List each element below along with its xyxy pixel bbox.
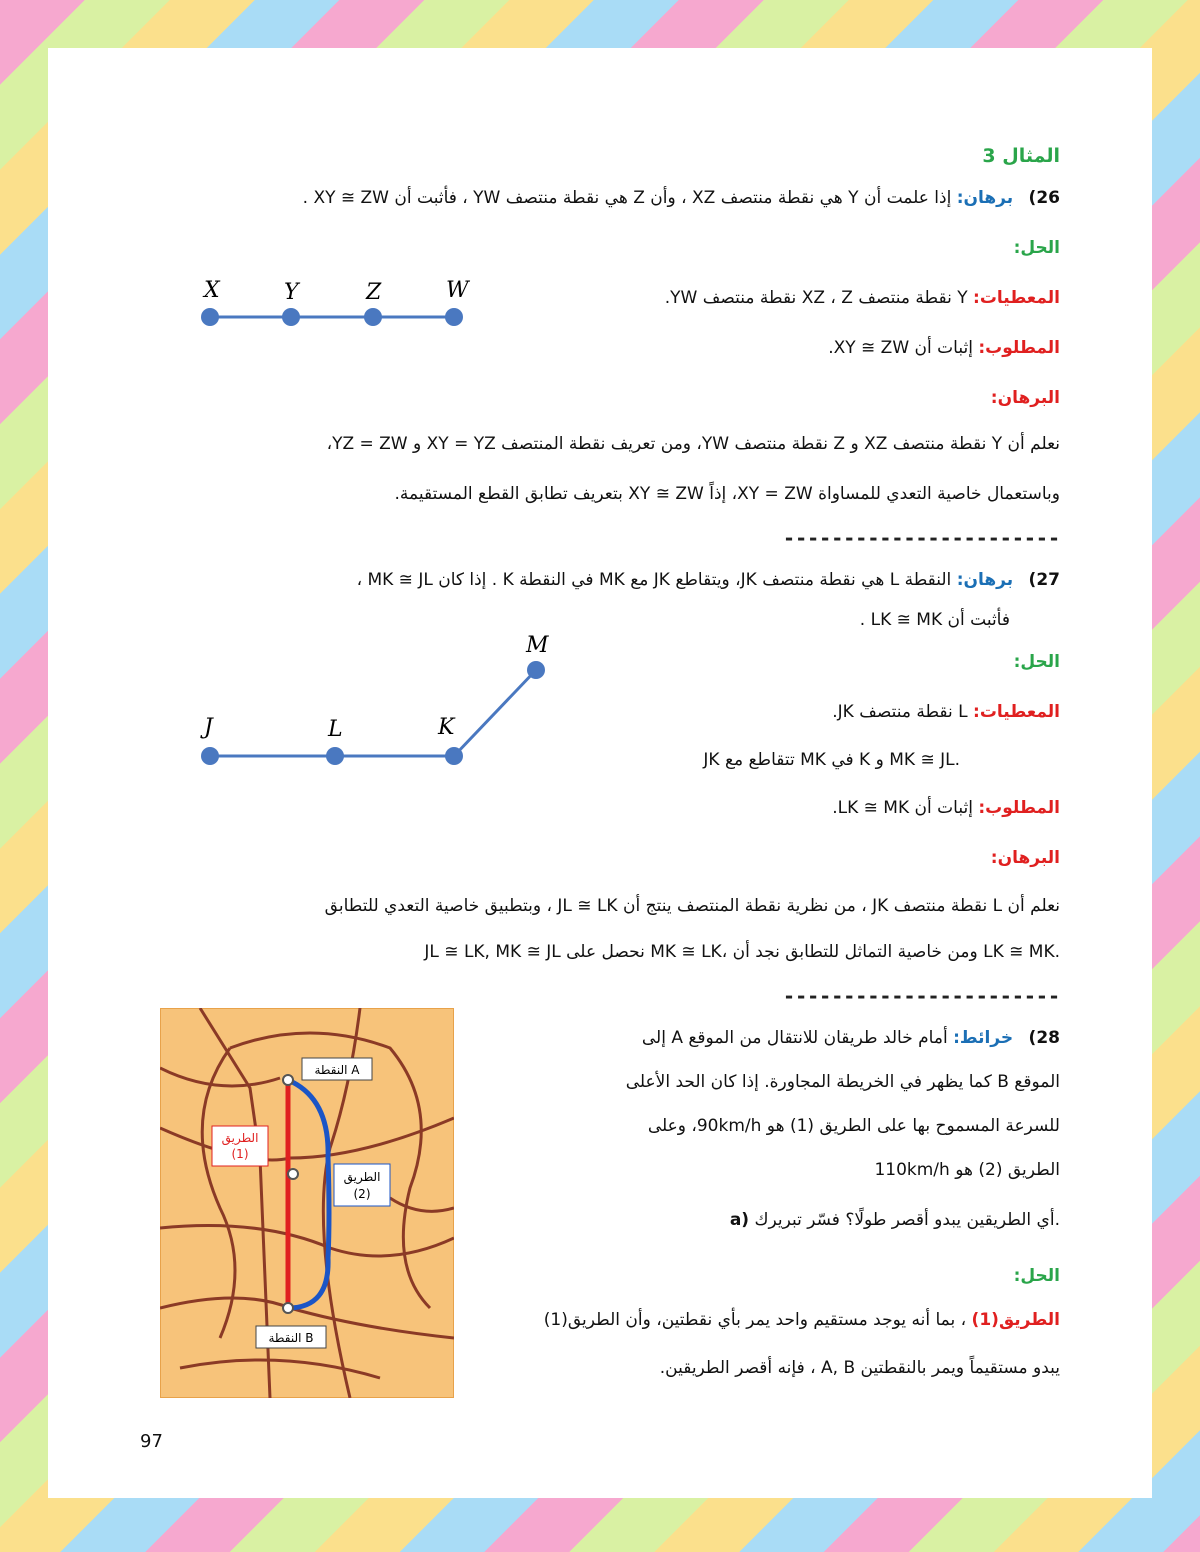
p26-segment-diagram bbox=[188, 273, 488, 343]
point-a-marker bbox=[283, 1075, 293, 1085]
p27-line2: فأثبت أن LK ≅ MK . bbox=[859, 610, 1010, 630]
road-map bbox=[160, 1008, 454, 1398]
p28-answer-line2: يبدو مستقيماً ويمر بالنقطتين A, B ، فإنه أقصر الطريقين. bbox=[659, 1358, 1060, 1378]
point-y bbox=[282, 308, 300, 326]
p26-given-label: المعطيات: bbox=[973, 288, 1060, 308]
label-z: Z bbox=[366, 280, 382, 305]
divider-2: ----------------------- bbox=[783, 984, 1060, 1008]
divider-1: ----------------------- bbox=[783, 526, 1060, 550]
point-z bbox=[364, 308, 382, 326]
label-m: M bbox=[526, 633, 549, 658]
p28-label: خرائط: bbox=[953, 1028, 1014, 1048]
p27-required bbox=[832, 798, 1060, 818]
p28-line1-text: أمام خالد طريقان للانتقال من الموقع A إلى bbox=[641, 1028, 948, 1048]
p28-line1 bbox=[642, 1028, 1060, 1048]
p26-proof-label: البرهان: bbox=[990, 388, 1060, 408]
p26-required bbox=[828, 338, 1060, 358]
p27-line1: النقطة L هي نقطة منتصف JK، ويتقاطع JK مع MK في النقطة K . إذا كان MK ≅ JL ، bbox=[356, 570, 952, 590]
p27-given-text1: L نقطة منتصف JK. bbox=[832, 702, 968, 722]
label-y: Y bbox=[284, 280, 299, 305]
label-j: J bbox=[204, 715, 213, 740]
p27-given-text2: JK تتقاطع مع MK في K و MK ≅ JL. bbox=[703, 750, 960, 770]
p26-line1: إذا علمت أن Y هي نقطة منتصف XZ ، وأن Z هي نقطة منتصف YW ، فأثبت أن XY ≅ ZW . bbox=[302, 188, 952, 208]
label-l: L bbox=[328, 717, 343, 742]
example-heading: المثال 3 bbox=[982, 145, 1060, 167]
p27-given bbox=[832, 702, 1060, 722]
p27-proof-line2: JL ≅ LK, MK ≅ JL نحصل على MK ≅ LK، ومن خاصية التماثل للتطابق نجد أن LK ≅ MK. bbox=[424, 942, 1060, 962]
p27-label: برهان: bbox=[956, 570, 1014, 590]
map-label-b: النقطة B bbox=[268, 1331, 314, 1345]
p28-answer-line1 bbox=[544, 1310, 1060, 1330]
p27-segment-diagram bbox=[188, 628, 568, 778]
point-w bbox=[445, 308, 463, 326]
point-l bbox=[326, 747, 344, 765]
p28-line2: الموقع B كما يظهر في الخريطة المجاورة. إذا كان الحد الأعلى bbox=[625, 1072, 1060, 1092]
p26-required-label: المطلوب: bbox=[978, 338, 1060, 358]
p27-required-text: إثبات أن LK ≅ MK. bbox=[832, 798, 973, 818]
point-m bbox=[527, 661, 545, 679]
p27-given-label: المعطيات: bbox=[973, 702, 1060, 722]
p28-question-text: أي الطريقين يبدو أقصر طولًا؟ فسّر تبريرك. bbox=[754, 1210, 1060, 1230]
junction-marker bbox=[288, 1169, 298, 1179]
p26-proof-line2: وباستعمال خاصية التعدي للمساواة XY = ZW، إذاً XY ≅ ZW بتعريف تطابق القطع المستقيمة. bbox=[394, 484, 1060, 504]
p27-proof-line1: نعلم أن L نقطة منتصف JK ، من نظرية نقطة المنتصف ينتج أن JL ≅ LK ، وبتطبيق خاصية التعدي للتطابق bbox=[324, 896, 1060, 916]
label-w: W bbox=[446, 278, 469, 303]
p27-proof-label: البرهان: bbox=[990, 848, 1060, 868]
p26-solution-label: الحل: bbox=[1013, 238, 1060, 258]
p26-given bbox=[665, 288, 1060, 308]
p26-statement bbox=[303, 188, 1060, 208]
label-x: X bbox=[204, 278, 220, 303]
p26-given-text: Y نقطة منتصف XZ ، Z نقطة منتصف YW. bbox=[664, 288, 968, 308]
p27-required-label: المطلوب: bbox=[978, 798, 1060, 818]
point-b-marker bbox=[283, 1303, 293, 1313]
p26-number: 26) bbox=[1028, 188, 1060, 208]
map-label-road2-num: (2) bbox=[353, 1187, 371, 1201]
p26-proof-line1: نعلم أن Y نقطة منتصف XZ و Z نقطة منتصف YW، ومن تعريف نقطة المنتصف XY = YZ و YZ = ZW، bbox=[326, 434, 1060, 454]
segment-km bbox=[454, 670, 536, 756]
map-label-road1-num: (1) bbox=[231, 1147, 249, 1161]
p27-number: 27) bbox=[1028, 570, 1060, 590]
p27-solution-label: الحل: bbox=[1013, 652, 1060, 672]
p28-solution-label: الحل: bbox=[1013, 1266, 1060, 1286]
p28-answer-label: الطريق(1) bbox=[971, 1310, 1060, 1330]
p27-statement bbox=[357, 570, 1060, 590]
map-label-road2: الطريق bbox=[343, 1170, 381, 1184]
p26-required-text: إثبات أن XY ≅ ZW. bbox=[828, 338, 973, 358]
label-k: K bbox=[438, 715, 455, 740]
point-k bbox=[445, 747, 463, 765]
page bbox=[48, 48, 1152, 1498]
p28-answer-text1: ، بما أنه يوجد مستقيم واحد يمر بأي نقطتين، وأن الطريق(1) bbox=[543, 1310, 967, 1330]
p28-question-label: a) bbox=[729, 1210, 750, 1230]
p26-label: برهان: bbox=[956, 188, 1014, 208]
point-j bbox=[201, 747, 219, 765]
p28-question bbox=[720, 1210, 1060, 1230]
p28-line3: للسرعة المسموح بها على الطريق (1) هو 90km/h، وعلى bbox=[647, 1116, 1060, 1136]
page-number: 97 bbox=[140, 1431, 163, 1452]
p28-line4: الطريق (2) هو 110km/h bbox=[874, 1160, 1060, 1180]
map-label-road1: الطريق bbox=[221, 1131, 259, 1145]
map-label-a: النقطة A bbox=[314, 1063, 360, 1077]
point-x bbox=[201, 308, 219, 326]
p28-number: 28) bbox=[1028, 1028, 1060, 1048]
